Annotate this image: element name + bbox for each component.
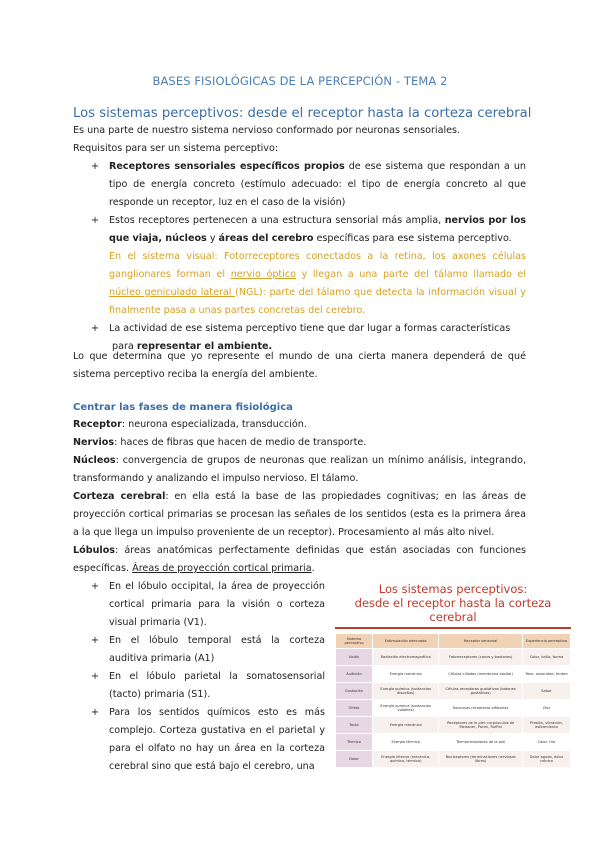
table-cell: Dolor	[336, 751, 373, 768]
table-cell: Dolor agudo, dolor crónico	[522, 751, 570, 768]
bullet-marker: +	[91, 581, 100, 592]
def-lobulos-end: .	[311, 563, 315, 574]
figure-title-line1: Los sistemas perceptivos:	[378, 582, 528, 596]
table-cell: Células receptoras gustativas (botones gustativos)	[439, 683, 523, 700]
table-cell: Visión	[336, 649, 373, 666]
table-cell: Tono, sonoridad, timbre	[522, 666, 570, 683]
def-lobulos-term: Lóbulos	[73, 545, 115, 556]
table-cell: Energía intensa (mecánica, química, térmica)	[373, 751, 439, 768]
def-corteza-text: : en ella está la base de las propiedades cognitivas; en las áreas de proyección cortical primarias se procesan las señales de los sentidos (esta es la primera área a la que llega un impulso proveniente de un receptor). Procesamiento al más alto nivel.	[73, 491, 526, 538]
visual-example-text: En el sistema visual: Fotorreceptores conectados a la retina, los axones células ganglionares forman el	[109, 251, 526, 280]
table-header-cell: Receptor sensorial	[439, 634, 523, 649]
bullet-estructura-connector: y	[206, 233, 219, 244]
def-nucleos-text: : convergencia de grupos de neuronas que realizan un mínimo análisis, integrando, transformando y analizando el impulso nervioso. El tálamo.	[73, 455, 526, 484]
nervio-optico-term: nervio óptico	[230, 269, 296, 280]
table-cell: Energía térmica	[373, 734, 439, 751]
table-cell: Color, brillo, forma	[522, 649, 570, 666]
bullet-estructura-end: específicas para ese sistema perceptivo.	[313, 233, 512, 244]
bullet-actividad-para: para	[112, 341, 137, 352]
table-cell: Neuronas receptoras olfatorias	[439, 700, 523, 717]
table-row	[336, 700, 571, 717]
bullet-marker: +	[91, 323, 100, 334]
section-heading-fases: Centrar las fases de manera fisiológica	[73, 402, 293, 413]
lobule-occipital: En el lóbulo occipital, la área de proyección cortical primaria para la visión o corteza visual primaria (V1).	[109, 581, 325, 628]
bullet-marker: +	[91, 671, 100, 682]
perceptual-systems-figure	[333, 582, 573, 768]
table-cell: Energía química (sustancias volátiles)	[373, 700, 439, 717]
section-heading-sistemas-perceptivos: Los sistemas perceptivos: desde el receptor hasta la corteza cerebral	[73, 106, 532, 121]
bullet-marker: +	[91, 215, 100, 226]
perceptual-systems-table	[335, 633, 571, 768]
table-cell: Calor, frío	[522, 734, 570, 751]
table-header-row	[336, 634, 571, 649]
table-row	[336, 683, 571, 700]
table-cell: Células ciliadas (membrana basilar)	[439, 666, 523, 683]
bullet-estructura	[109, 212, 526, 248]
def-receptor-term: Receptor	[73, 419, 122, 430]
bullet-actividad-line1: La actividad de ese sistema perceptivo tiene que dar lugar a formas características	[109, 323, 511, 334]
table-cell: Gustación	[336, 683, 373, 700]
def-receptor-text: : neurona especializada, transducción.	[121, 419, 307, 430]
table-cell: Energía mecánica	[373, 666, 439, 683]
def-nucleos-term: Núcleos	[73, 455, 116, 466]
bullet-actividad-bold: representar el ambiente.	[136, 341, 273, 352]
bullet-estructura-text: Estos receptores pertenecen a una estructura sensorial más amplia,	[109, 215, 445, 226]
lobule-chemical-senses: Para los sentidos químicos esto es más complejo. Corteza gustativa en el parietal y para el olfato no hay un área en la corteza cerebral sino que está bajo el cerebro, una	[109, 707, 325, 772]
table-cell: Térmico	[336, 734, 373, 751]
def-nervios-term: Nervios	[73, 437, 115, 448]
def-lobulos	[73, 542, 526, 578]
visual-example-text-2: y llegan a una parte del tálamo llamado el	[295, 269, 527, 280]
table-row	[336, 666, 571, 683]
table-row	[336, 717, 571, 734]
bullet-receptores-bold: Receptores sensoriales específicos propios	[109, 161, 345, 172]
visual-example-text-3: (NGL): parte del tálamo que detecta la información visual y finalmente pasa a unas partes concretas del cerebro.	[109, 287, 526, 316]
table-row	[336, 649, 571, 666]
table-cell: Sabor	[522, 683, 570, 700]
bullet-marker: +	[91, 707, 100, 718]
table-row	[336, 751, 571, 768]
requisites-paragraph: Requisitos para ser un sistema perceptivo:	[73, 143, 279, 154]
def-receptor	[73, 416, 307, 434]
bullet-marker: +	[91, 635, 100, 646]
def-nervios-text: : haces de fibras que hacen de medio de transporte.	[114, 437, 367, 448]
table-cell: Fotorreceptores (conos y bastones)	[439, 649, 523, 666]
document-title: BASES FISIOLÓGICAS DE LA PERCEPCIÓN - TEMA 2	[152, 74, 448, 88]
table-cell: Energía mecánica	[373, 717, 439, 734]
lobule-temporal: En el lóbulo temporal está la corteza auditiva primaria (A1)	[109, 635, 325, 664]
def-nervios	[73, 434, 366, 452]
table-cell: Olor	[522, 700, 570, 717]
figure-title-line2: desde el receptor hasta la corteza cerebral	[354, 596, 552, 624]
table-cell: Energía química (sustancias disueltas)	[373, 683, 439, 700]
table-cell: Presión, vibración, estiramiento	[522, 717, 570, 734]
environment-paragraph: Lo que determina que yo represente el mundo de una cierta manera dependerá de qué sistema perceptivo reciba la energía del ambiente.	[73, 351, 526, 380]
bullet-marker: +	[91, 161, 100, 172]
table-header-cell: Experiencia perceptiva	[522, 634, 570, 649]
table-cell: Termorreceptores de la piel	[439, 734, 523, 751]
table-cell: Tacto	[336, 717, 373, 734]
def-corteza-term: Corteza cerebral	[73, 491, 166, 502]
def-corteza	[73, 488, 526, 542]
table-header-cell: Sistema perceptivo	[336, 634, 373, 649]
table-cell: Radiación electromagnética	[373, 649, 439, 666]
lobule-parietal: En el lóbulo parietal la somatosensorial (tacto) primaria (S1).	[109, 671, 325, 700]
bullet-receptores-text: de ese sistema que respondan a un tipo de energía concreto (estímulo adecuado: el tipo de energía concreto al que responde un receptor, luz en el caso de la visión)	[109, 161, 526, 208]
table-header-cell: Estimulación adecuada	[373, 634, 439, 649]
bullet-estructura-bold-areas: áreas del cerebro	[218, 233, 314, 244]
table-cell: Nociceptores (terminaciones nerviosas libres)	[439, 751, 523, 768]
bullet-estructura-bold-nervios: nervios por los que viaja, núcleos	[109, 215, 526, 244]
ngl-term: núcleo geniculado lateral	[109, 287, 236, 298]
def-lobulos-underlined: Áreas de proyección cortical primaria	[132, 563, 312, 574]
table-cell: Receptores de la piel: corpúsculos de Meissner, Pacini, Ruffini	[439, 717, 523, 734]
def-lobulos-text: : áreas anatómicas perfectamente definidas que están asociadas con funciones específicas.	[73, 545, 526, 574]
def-nucleos	[73, 452, 526, 488]
intro-paragraph: Es una parte de nuestro sistema nervioso conformado por neuronas sensoriales.	[73, 125, 461, 136]
table-cell: Audición	[336, 666, 373, 683]
bullet-receptores	[109, 158, 526, 212]
table-cell: Olfato	[336, 700, 373, 717]
visual-system-example	[109, 248, 526, 320]
table-row	[336, 734, 571, 751]
figure-title-rule	[335, 627, 571, 629]
